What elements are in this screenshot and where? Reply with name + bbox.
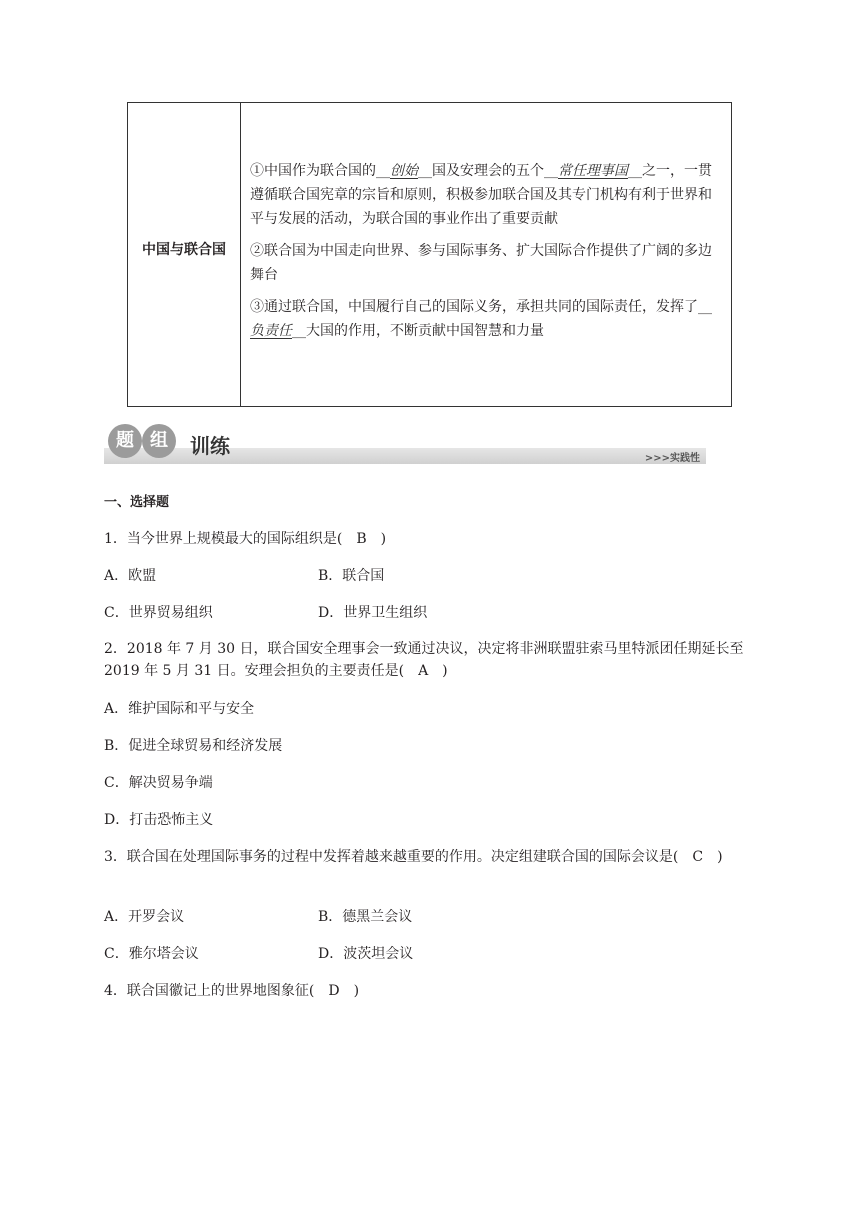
summary-table [127, 102, 732, 407]
q3-option-c: C．雅尔塔会议 [104, 946, 199, 962]
point-2: ②联合国为中国走向世界、参与国际事务、扩大国际合作提供了广阔的多边舞台 [250, 243, 712, 283]
question-2-stem: 2．2018 年 7 月 30 日，联合国安全理事会一致通过决议，决定将非洲联盟驻索马里特派团任期延长至 2019 年 5 月 31 日。安理会担负的主要责任是( A ) [104, 641, 744, 679]
row-label: 中国与联合国 [142, 242, 226, 258]
question-3-stem: 3．联合国在处理国际事务的过程中发挥着越来越重要的作用。决定组建联合国的国际会议是( C ) [104, 849, 723, 865]
q1-option-c: C．世界贸易组织 [104, 605, 213, 621]
q3-option-b: B．德黑兰会议 [318, 909, 413, 925]
point-3-text-b: 大国的作用，不断贡献中国智慧和力量 [306, 323, 544, 339]
blank-answer-2: 常任理事国 [558, 163, 628, 179]
banner-circle-1: 题 [108, 424, 142, 458]
table-cell-content [250, 159, 719, 351]
q1-option-d: D．世界卫生组织 [318, 605, 428, 621]
q1-option-a: A．欧盟 [104, 568, 157, 584]
banner-title: 训练 [190, 434, 230, 458]
q2-option-c: C．解决贸易争端 [104, 775, 213, 791]
point-1: ①中国作为联合国的__创始__国及安理会的五个__常任理事国__之一，一贯遵循联合国宪章的宗旨和原则，积极参加联合国及其专门机构有利于世界和平与发展的活动，为联合国的事业作出了重要贡献 [250, 163, 712, 227]
banner-circle-2: 组 [142, 424, 176, 458]
question-1-stem: 1．当今世界上规模最大的国际组织是( B ) [104, 531, 387, 547]
q2-option-a: A．维护国际和平与安全 [104, 701, 255, 717]
section-heading: 一、选择题 [104, 495, 170, 510]
q3-option-a: A．开罗会议 [104, 909, 185, 925]
blank-answer-3: 负责任 [250, 323, 292, 339]
point-1-text: ①中国作为联合国的 [250, 163, 376, 179]
question-4-stem: 4．联合国徽记上的世界地图象征( D ) [104, 983, 360, 999]
section-banner [104, 424, 706, 466]
q2-option-d: D．打击恐怖主义 [104, 812, 214, 828]
q2-option-b: B．促进全球贸易和经济发展 [104, 738, 283, 754]
blank-answer-1: 创始 [390, 163, 418, 179]
point-3-text: ③通过联合国，中国履行自己的国际义务，承担共同的国际责任，发挥了 [250, 299, 698, 315]
banner-tag: >>>实践性 [644, 453, 700, 464]
table-divider [240, 103, 241, 406]
q1-option-b: B．联合国 [318, 568, 385, 584]
point-1-text-c: 之一，一贯遵循联合国宪章的宗旨和原则，积极参加联合国及其专门机构有利于世界和平与发展的活动，为联合国的事业作出了重要贡献 [250, 163, 712, 227]
q3-option-d: D．波茨坦会议 [318, 946, 414, 962]
point-1-text-b: 国及安理会的五个 [432, 163, 544, 179]
point-3: ③通过联合国，中国履行自己的国际义务，承担共同的国际责任，发挥了__负责任__大国的作用，不断贡献中国智慧和力量 [250, 299, 712, 339]
